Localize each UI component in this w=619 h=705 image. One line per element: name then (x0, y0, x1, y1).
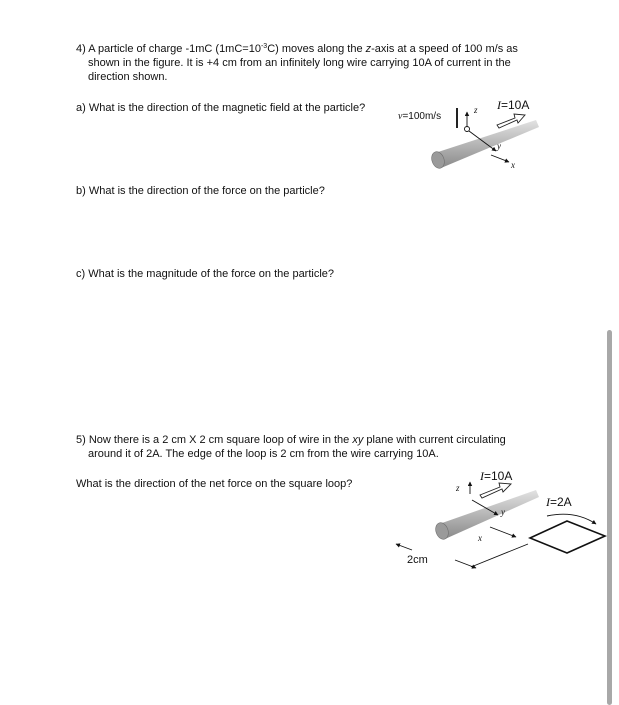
q4-part-c: c) What is the magnitude of the force on the particle? (76, 268, 335, 280)
fig1-y-axis-label: y (497, 141, 501, 151)
q4-part-b: b) What is the direction of the force on the particle? (76, 185, 325, 197)
fig1-particle (465, 127, 470, 132)
q5-text-line-1: 5) Now there is a 2 cm X 2 cm square loop of wire in the xy plane with current circulating (76, 434, 506, 446)
fig1-z-axis-label: z (474, 105, 478, 115)
distance-label: 2cm (407, 554, 428, 566)
fig2-x-axis (490, 527, 516, 537)
distance-extension-line (471, 544, 528, 567)
velocity-label: v=100m/s (398, 111, 442, 122)
fig2-wire (433, 490, 539, 541)
q4-text-line-1: 4) A particle of charge -1mC $(1mC=10^{-3}C)$ moves along the z-axis at a speed of 100 m/s as (76, 43, 518, 55)
fig1-current-label: I=10A (497, 98, 530, 112)
distance-arrow-right (455, 560, 476, 568)
q4-text-line-2: shown in the figure. It is +4 cm from an infinitely long wire carrying 10A of current in the (88, 57, 511, 69)
q5-text-line-2: around it of 2A. The edge of the loop is 2 cm from the wire carrying 10A. (88, 448, 439, 460)
q4-text-line-3: direction shown. (88, 71, 168, 83)
fig1-x-axis (491, 155, 509, 162)
distance-arrow-left (396, 544, 412, 550)
fig2-y-axis-label: y (501, 507, 505, 517)
fig2-x-axis-label: x (478, 533, 482, 543)
fig1-wire (429, 120, 539, 170)
q5-question: What is the direction of the net force on the square loop? (76, 478, 353, 490)
fig1-velocity-bar (456, 108, 458, 128)
loop-current-label: I=2A (546, 495, 572, 509)
fig2-z-axis-label: z (456, 483, 460, 493)
fig2-current-arrow (480, 483, 511, 498)
fig1-x-axis-label: x (511, 160, 515, 170)
q4-part-a: a) What is the direction of the magnetic field at the particle? (76, 102, 366, 114)
vertical-scrollbar[interactable] (607, 330, 612, 705)
square-loop (530, 521, 605, 553)
fig2-current-label: I=10A (480, 469, 513, 483)
